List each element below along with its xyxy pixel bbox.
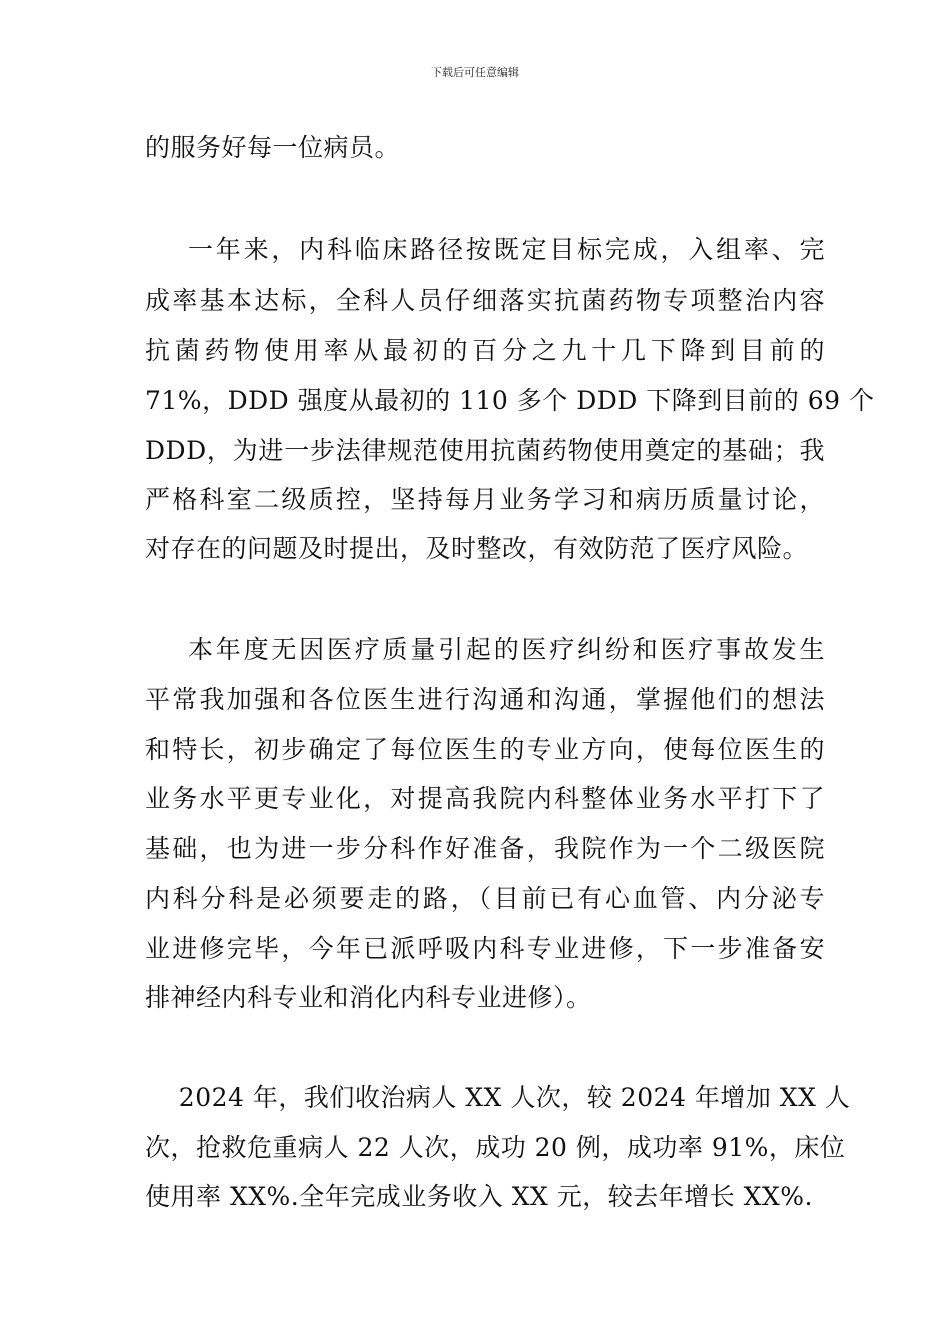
paragraph-1-line-1: 的服务好每一位病员。 bbox=[145, 133, 401, 162]
paragraph-3-line-5: 基础，也为进一步分科作好准备，我院作为一个二级医院 bbox=[145, 834, 825, 863]
paragraph-3-line-7: 业进修完毕，今年已派呼吸内科专业进修，下一步准备安 bbox=[145, 934, 825, 963]
paragraph-2-line-6: 严格科室二级质控，坚持每月业务学习和病历质量讨论， bbox=[145, 485, 825, 514]
paragraph-3-line-3: 和特长，初步确定了每位医生的专业方向，使每位医生的 bbox=[145, 735, 825, 764]
paragraph-2-line-7: 对存在的问题及时提出，及时整改，有效防范了医疗风险。 bbox=[145, 534, 809, 563]
paragraph-3-line-2: 平常我加强和各位医生进行沟通和沟通，掌握他们的想法 bbox=[145, 685, 825, 714]
paragraph-2-line-4: 71%，DDD 强度从最初的 110 多个 DDD 下降到目前的 69 个 bbox=[145, 386, 875, 415]
paragraph-4-line-1: 2024 年，我们收治病人 XX 人次，较 2024 年增加 XX 人 bbox=[145, 1083, 851, 1112]
paragraph-4-line-2: 次，抢救危重病人 22 人次，成功 20 例，成功率 91%，床位 bbox=[145, 1133, 846, 1162]
paragraph-3-line-4: 业务水平更专业化，对提高我院内科整体业务水平打下了 bbox=[145, 784, 825, 813]
paragraph-2-line-2: 成率基本达标，全科人员仔细落实抗菌药物专项整治内容 bbox=[145, 286, 825, 315]
paragraph-2-line-3: 抗菌药物使用率从最初的百分之九十几下降到目前的 bbox=[145, 336, 825, 365]
paragraph-2-line-1: 一年来，内科临床路径按既定目标完成，入组率、完 bbox=[145, 235, 825, 264]
paragraph-2-line-5: DDD，为进一步法律规范使用抗菌药物使用奠定的基础；我 bbox=[145, 436, 825, 465]
paragraph-3-line-8: 排神经内科专业和消化内科专业进修）。 bbox=[145, 983, 592, 1012]
paragraph-3-line-6: 内科分科是必须要走的路，（目前已有心血管、内分泌专 bbox=[145, 884, 825, 913]
page-header: 下载后可任意编辑 bbox=[431, 66, 519, 79]
paragraph-3-line-1: 本年度无因医疗质量引起的医疗纠纷和医疗事故发生 bbox=[145, 635, 825, 664]
paragraph-4-line-3: 使用率 XX%.全年完成业务收入 XX 元，较去年增长 XX%. bbox=[145, 1182, 813, 1211]
